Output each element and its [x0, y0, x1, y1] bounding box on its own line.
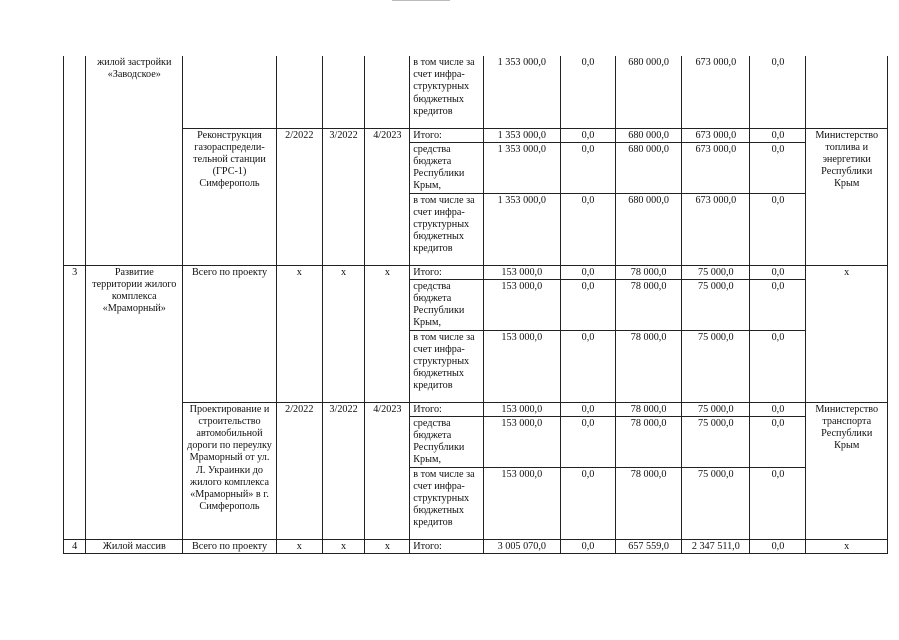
- amount-2024: 0,0: [750, 279, 806, 330]
- section4-name-cell: Жилой массив: [86, 539, 183, 553]
- object-date-1: 2/2022: [276, 402, 322, 539]
- section3-name-cell: Развитие территории жилого комплекса «Мраморный»: [86, 265, 183, 539]
- fin-label-total: Итого:: [410, 265, 483, 279]
- amount-2021: 0,0: [561, 539, 616, 553]
- fin-label-budget: средства бюджета Республики Крым,: [410, 416, 483, 467]
- amount-2021: 0,0: [561, 330, 616, 402]
- amount-total: 1 353 000,0: [483, 128, 560, 142]
- fin-label-infra: в том числе за счет инфра-структурных бюджетных кредитов: [410, 330, 483, 402]
- amount-2023: 673 000,0: [682, 142, 750, 193]
- amount-2022: 680 000,0: [616, 193, 682, 265]
- amount-2021: 0,0: [561, 467, 616, 539]
- amount-2023: 75 000,0: [682, 416, 750, 467]
- section2-summary-responsible: [806, 56, 888, 128]
- fin-label-total: Итого:: [410, 539, 483, 553]
- amount-2023: 673 000,0: [682, 193, 750, 265]
- amount-2023: 673 000,0: [682, 56, 750, 128]
- section4-num-cell: 4: [64, 539, 86, 553]
- section4-summary-d1: x: [276, 539, 322, 553]
- amount-total: 153 000,0: [483, 402, 560, 416]
- section2-num-cell: [64, 56, 86, 265]
- amount-total: 153 000,0: [483, 265, 560, 279]
- table-row: [64, 539, 888, 553]
- amount-2024: 0,0: [750, 467, 806, 539]
- amount-2022: 78 000,0: [616, 467, 682, 539]
- amount-2024: 0,0: [750, 416, 806, 467]
- object-date-2: 3/2022: [322, 402, 365, 539]
- amount-total: 153 000,0: [483, 279, 560, 330]
- amount-2024: 0,0: [750, 56, 806, 128]
- object-date-3: 4/2023: [365, 402, 410, 539]
- amount-2024: 0,0: [750, 539, 806, 553]
- amount-2022: 680 000,0: [616, 56, 682, 128]
- amount-2022: 78 000,0: [616, 265, 682, 279]
- table-row: [64, 402, 888, 416]
- amount-2022: 78 000,0: [616, 330, 682, 402]
- section4-summary-d3: x: [365, 539, 410, 553]
- amount-total: 3 005 070,0: [483, 539, 560, 553]
- amount-total: 153 000,0: [483, 467, 560, 539]
- amount-2023: 75 000,0: [682, 265, 750, 279]
- fin-label-infra: в том числе за счет инфра-структурных бюджетных кредитов: [410, 193, 483, 265]
- object-responsible-cell: Министерство топлива и энергетики Республики Крым: [806, 128, 888, 265]
- amount-2024: 0,0: [750, 128, 806, 142]
- object-date-2: 3/2022: [322, 128, 365, 265]
- section4-summary-d2: x: [322, 539, 365, 553]
- amount-2023: 75 000,0: [682, 467, 750, 539]
- fin-label-infra: в том числе за счет инфра-структурных бюджетных кредитов: [410, 467, 483, 539]
- object-name-cell: Проектирование и строительство автомобильной дороги по переулку Мраморный от ул. Л. Украинки до жилого комплекса «Мраморный» в г. Симферополь: [183, 402, 277, 539]
- amount-2021: 0,0: [561, 416, 616, 467]
- section3-summary-d1: x: [276, 265, 322, 402]
- amount-2022: 680 000,0: [616, 142, 682, 193]
- section3-summary-label: Всего по проекту: [183, 265, 277, 402]
- amount-total: 1 353 000,0: [483, 193, 560, 265]
- object-date-1: 2/2022: [276, 128, 322, 265]
- section3-summary-d3: x: [365, 265, 410, 402]
- amount-2021: 0,0: [561, 56, 616, 128]
- section4-summary-label: Всего по проекту: [183, 539, 277, 553]
- amount-2023: 75 000,0: [682, 402, 750, 416]
- amount-2024: 0,0: [750, 402, 806, 416]
- section2-summary-d3: [365, 56, 410, 128]
- fin-label-budget: средства бюджета Республики Крым,: [410, 142, 483, 193]
- amount-2023: 75 000,0: [682, 330, 750, 402]
- amount-2023: 75 000,0: [682, 279, 750, 330]
- table-row: [64, 265, 888, 279]
- amount-2023: 673 000,0: [682, 128, 750, 142]
- fin-label-budget: средства бюджета Республики Крым,: [410, 279, 483, 330]
- amount-2024: 0,0: [750, 330, 806, 402]
- section2-summary-label-cell: [183, 56, 277, 128]
- fin-label-total: Итого:: [410, 402, 483, 416]
- amount-2022: 78 000,0: [616, 279, 682, 330]
- object-date-3: 4/2023: [365, 128, 410, 265]
- amount-2021: 0,0: [561, 128, 616, 142]
- amount-2021: 0,0: [561, 402, 616, 416]
- amount-2023: 2 347 511,0: [682, 539, 750, 553]
- section2-name-cell: жилой застройки «Заводское»: [86, 56, 183, 265]
- amount-total: 153 000,0: [483, 416, 560, 467]
- amount-total: 1 353 000,0: [483, 56, 560, 128]
- section2-summary-d2: [322, 56, 365, 128]
- object-name-cell: Реконструкция газораспредели-тельной станции (ГРС-1) Симферополь: [183, 128, 277, 265]
- section4-summary-responsible: x: [806, 539, 888, 553]
- page-top-mark: [392, 0, 450, 1]
- section3-summary-d2: x: [322, 265, 365, 402]
- amount-total: 1 353 000,0: [483, 142, 560, 193]
- section3-summary-responsible: x: [806, 265, 888, 402]
- amount-2021: 0,0: [561, 265, 616, 279]
- amount-2021: 0,0: [561, 193, 616, 265]
- financing-table: [63, 56, 888, 554]
- amount-2021: 0,0: [561, 279, 616, 330]
- fin-label-total: Итого:: [410, 128, 483, 142]
- amount-2022: 657 559,0: [616, 539, 682, 553]
- amount-2022: 78 000,0: [616, 416, 682, 467]
- fin-label-infra: в том числе за счет инфра-структурных бюджетных кредитов: [410, 56, 483, 128]
- amount-2021: 0,0: [561, 142, 616, 193]
- amount-2022: 680 000,0: [616, 128, 682, 142]
- amount-2024: 0,0: [750, 265, 806, 279]
- section3-num-cell: 3: [64, 265, 86, 539]
- amount-2024: 0,0: [750, 193, 806, 265]
- amount-2024: 0,0: [750, 142, 806, 193]
- amount-total: 153 000,0: [483, 330, 560, 402]
- table-row: [64, 128, 888, 142]
- table-row: [64, 56, 888, 128]
- section2-summary-d1: [276, 56, 322, 128]
- amount-2022: 78 000,0: [616, 402, 682, 416]
- object-responsible-cell: Министерство транспорта Республики Крым: [806, 402, 888, 539]
